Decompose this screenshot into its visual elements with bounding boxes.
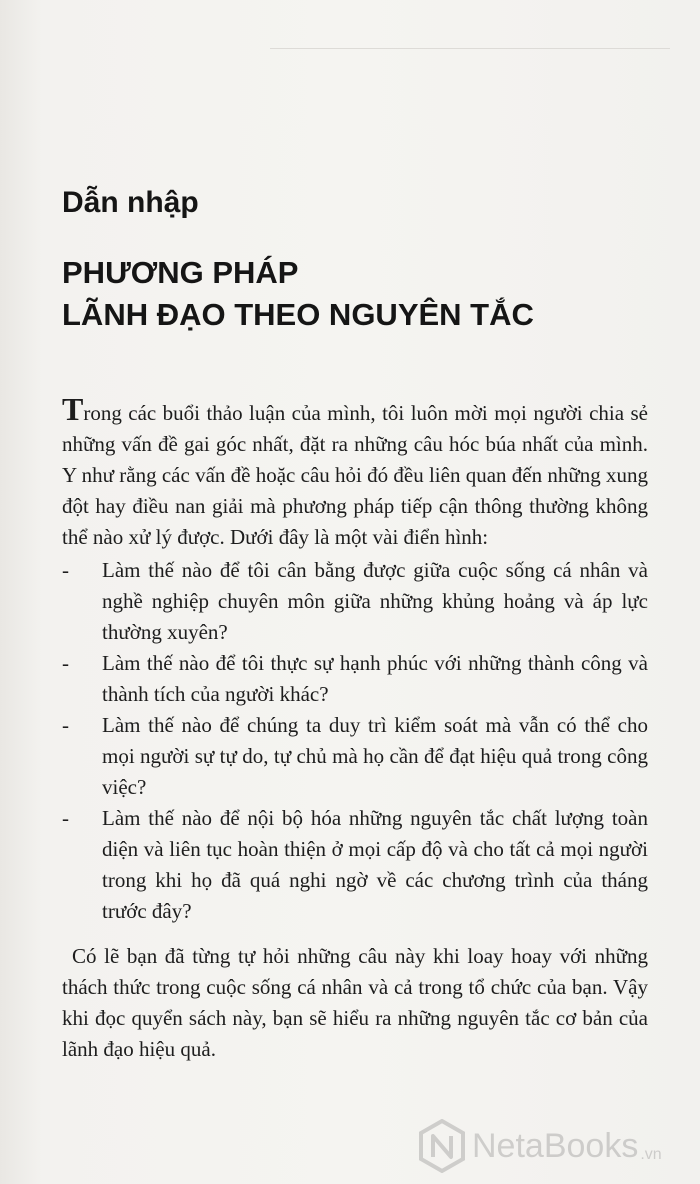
dash-bullet: - — [62, 558, 69, 582]
running-head-rule — [270, 48, 670, 49]
dash-bullet: - — [62, 651, 69, 675]
watermark-suffix: .vn — [640, 1146, 662, 1163]
watermark-brand: NetaBooks — [472, 1126, 639, 1165]
list-item — [62, 648, 648, 710]
question-text: Làm thế nào để tôi cân bằng được giữa cuộc sống cá nhân và nghề nghiệp chuyên môn giữa những khủng hoảng và áp lực thường xuyên? — [102, 558, 648, 644]
question-list — [62, 555, 648, 927]
intro-text: rong các buổi thảo luận của mình, tôi luôn mời mọi người chia sẻ những vấn đề gai góc nhất, đặt ra những câu hóc búa nhất của mình. Y như rằng các vấn đề hoặc câu hỏi đó đều liên quan đến những xung đột hay điều nan giải mà phương pháp tiếp cận thông thường không thể nào xử lý được. Dưới đây là một vài điển hình: — [62, 401, 648, 549]
chapter-title-line-1: PHƯƠNG PHÁP — [62, 255, 299, 290]
section-label: Dẫn nhập — [62, 186, 199, 219]
netabooks-logo-icon — [418, 1119, 466, 1173]
dash-bullet: - — [62, 713, 69, 737]
list-item — [62, 803, 648, 927]
list-item — [62, 555, 648, 648]
chapter-title — [62, 252, 534, 336]
body-text — [62, 391, 648, 1065]
chapter-title-line-2: LÃNH ĐẠO THEO NGUYÊN TẮC — [62, 297, 534, 332]
question-text: Làm thế nào để chúng ta duy trì kiểm soát mà vẫn có thể cho mọi người sự tự do, tự chủ mà họ cần để đạt hiệu quả trong công việc? — [102, 713, 648, 799]
question-text: Làm thế nào để tôi thực sự hạnh phúc với những thành công và thành tích của người khác? — [102, 651, 648, 706]
running-head-bleedthrough — [270, 28, 670, 46]
dropcap-letter: T — [62, 391, 84, 427]
list-item — [62, 710, 648, 803]
question-text: Làm thế nào để nội bộ hóa những nguyên tắc chất lượng toàn diện và liên tục hoàn thiện ở mọi cấp độ và cho tất cả mọi người trong khi họ đã quá nghi ngờ về các chương trình của tháng trước đây? — [102, 806, 648, 923]
watermark — [418, 1118, 688, 1174]
closing-paragraph: Có lẽ bạn đã từng tự hỏi những câu này khi loay hoay với những thách thức trong cuộc sống cá nhân và cả trong tổ chức của bạn. Vậy khi đọc quyển sách này, bạn sẽ hiểu ra những nguyên tắc cơ bản của lãnh đạo hiệu quả. — [62, 944, 648, 1061]
intro-paragraph — [62, 391, 648, 553]
dash-bullet: - — [62, 806, 69, 830]
